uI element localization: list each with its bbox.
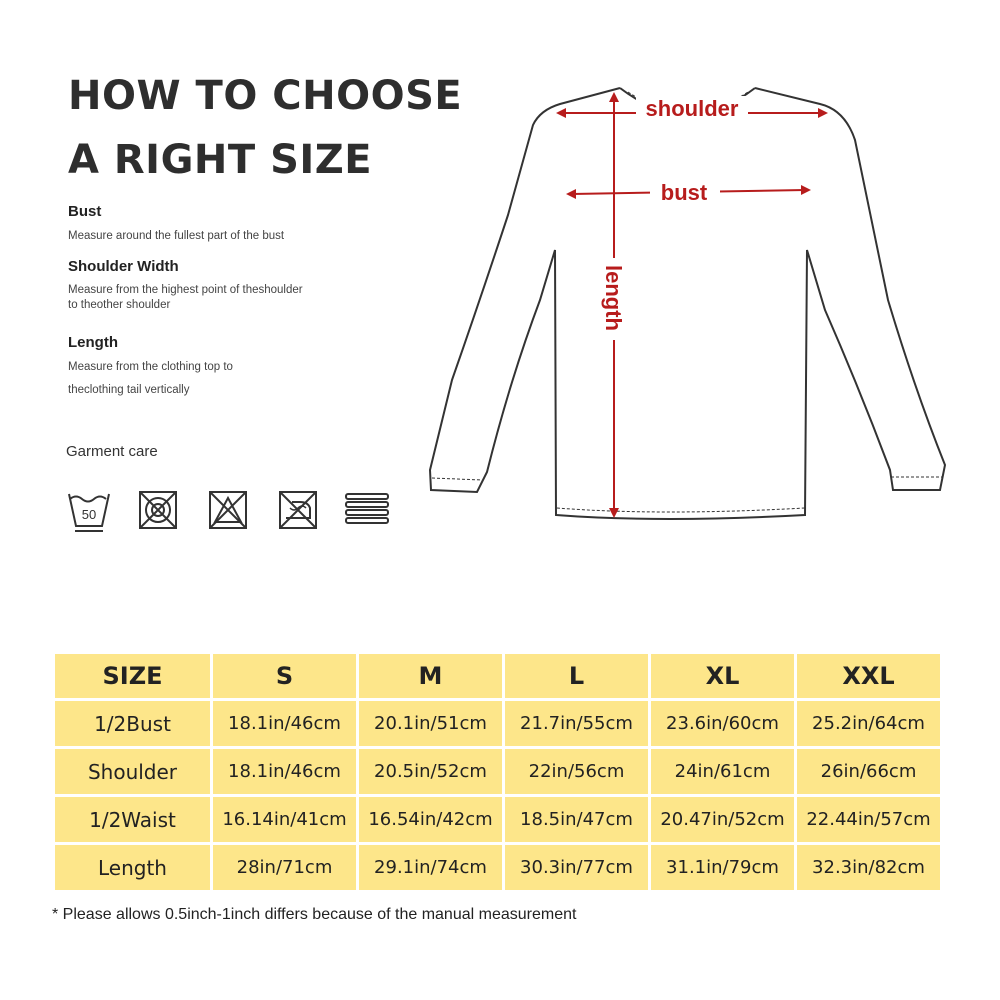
garment-care-label: Garment care xyxy=(66,443,158,460)
header-s: S xyxy=(213,654,356,698)
footnote: * Please allows 0.5inch-1inch differs because of the manual measurement xyxy=(52,906,577,923)
shoulder-width-description-line-2: to theother shoulder xyxy=(68,299,171,311)
table-cell: 20.47in/52cm xyxy=(651,797,794,842)
table-cell: 32.3in/82cm xyxy=(797,845,940,890)
table-cell: 21.7in/55cm xyxy=(505,701,648,746)
dry-flat-icon xyxy=(344,490,390,530)
header-size: SIZE xyxy=(55,654,210,698)
table-cell: 24in/61cm xyxy=(651,749,794,794)
bust-heading: Bust xyxy=(68,203,102,220)
table-cell: 18.5in/47cm xyxy=(505,797,648,842)
row-label: Length xyxy=(55,845,210,890)
table-cell: 16.54in/42cm xyxy=(359,797,502,842)
table-cell: 31.1in/79cm xyxy=(651,845,794,890)
table-cell: 30.3in/77cm xyxy=(505,845,648,890)
size-table xyxy=(52,651,943,893)
table-cell: 22in/56cm xyxy=(505,749,648,794)
table-cell: 18.1in/46cm xyxy=(213,749,356,794)
header-l: L xyxy=(505,654,648,698)
shoulder-label: shoulder xyxy=(645,96,739,121)
header-xl: XL xyxy=(651,654,794,698)
size-table-header-row xyxy=(55,654,940,698)
do-not-tumble-dry-icon xyxy=(138,490,178,530)
length-description-line-1: Measure from the clothing top to xyxy=(68,361,233,373)
page-title xyxy=(68,64,462,192)
table-cell: 26in/66cm xyxy=(797,749,940,794)
table-cell: 28in/71cm xyxy=(213,845,356,890)
length-heading: Length xyxy=(68,334,118,351)
title-line-1: HOW TO CHOOSE xyxy=(68,73,463,119)
table-cell: 20.1in/51cm xyxy=(359,701,502,746)
table-cell: 16.14in/41cm xyxy=(213,797,356,842)
table-row xyxy=(55,845,940,890)
row-label: 1/2Bust xyxy=(55,701,210,746)
length-description-line-2: theclothing tail vertically xyxy=(68,384,190,396)
shirt-outline xyxy=(430,88,945,519)
shoulder-width-heading: Shoulder Width xyxy=(68,258,179,275)
table-cell: 20.5in/52cm xyxy=(359,749,502,794)
table-cell: 25.2in/64cm xyxy=(797,701,940,746)
garment-diagram xyxy=(425,80,965,530)
table-cell: 23.6in/60cm xyxy=(651,701,794,746)
do-not-bleach-icon xyxy=(208,490,248,530)
wash-temp-text: 50 xyxy=(81,507,97,522)
bust-description: Measure around the fullest part of the bust xyxy=(68,230,285,242)
row-label: Shoulder xyxy=(55,749,210,794)
table-row xyxy=(55,701,940,746)
shoulder-width-description-line-1: Measure from the highest point of theshoulder xyxy=(68,284,303,296)
table-row xyxy=(55,749,940,794)
table-row xyxy=(55,797,940,842)
table-cell: 22.44in/57cm xyxy=(797,797,940,842)
table-cell: 18.1in/46cm xyxy=(213,701,356,746)
wash-50-icon xyxy=(66,490,112,534)
table-cell: 29.1in/74cm xyxy=(359,845,502,890)
header-m: M xyxy=(359,654,502,698)
do-not-iron-icon xyxy=(278,490,318,530)
row-label: 1/2Waist xyxy=(55,797,210,842)
length-label: length xyxy=(601,265,626,331)
header-xxl: XXL xyxy=(797,654,940,698)
title-line-2: A RIGHT SIZE xyxy=(68,137,373,183)
bust-label: bust xyxy=(660,180,708,205)
